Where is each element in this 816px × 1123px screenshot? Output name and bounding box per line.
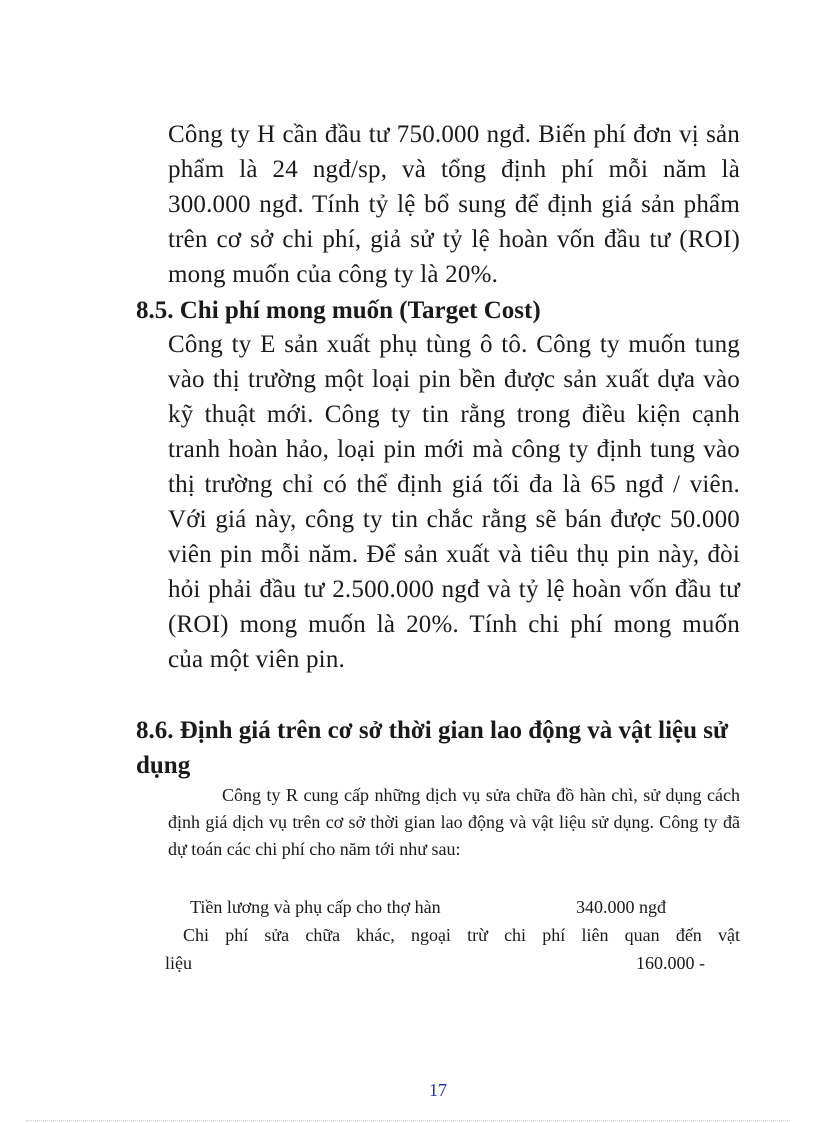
cost-item-other-value: 160.000 - [636, 953, 705, 973]
footer-divider [26, 1120, 790, 1121]
section-heading-8-6: 8.6. Định giá trên cơ sở thời gian lao động và vật liệu sử dụng [136, 717, 729, 779]
cost-item-other-label-line-2: liệu [165, 953, 192, 973]
cost-item-other-label-line-1: Chi phí sửa chữa khác, ngoại trừ chi phí liên quan đến vật [183, 925, 740, 945]
cost-item-wages-label: Tiền lương và phụ cấp cho thợ hàn [190, 897, 441, 917]
section-heading-8-5: 8.5. Chi phí mong muốn (Target Cost) [136, 297, 541, 324]
exercise-paragraph-company-r: Công ty R cung cấp những dịch vụ sửa chữa đồ hàn chì, sử dụng cách định giá dịch vụ trên cơ sở thời gian lao động và vật liệu sử dụng. Công ty đã dự toán các chi phí cho năm tới như sau: [168, 785, 740, 859]
cost-item-wages-value: 340.000 ngđ [576, 897, 666, 917]
page-number: 17 [429, 1080, 447, 1100]
exercise-paragraph-company-h: Công ty H cần đầu tư 750.000 ngđ. Biến phí đơn vị sản phẩm là 24 ngđ/sp, và tổng định phí mỗi năm là 300.000 ngđ. Tính tỷ lệ bổ sung để định giá sản phẩm trên cơ sở chi phí, giả sử tỷ lệ hoàn vốn đầu tư (ROI) mong muốn của công ty là 20%. [168, 121, 740, 288]
exercise-paragraph-company-e: Công ty E sản xuất phụ tùng ô tô. Công ty muốn tung vào thị trường một loại pin bền được sản xuất dựa vào kỹ thuật mới. Công ty tin rằng trong điều kiện cạnh tranh hoàn hảo, loại pin mới mà công ty định tung vào thị trường chỉ có thể định giá tối đa là 65 ngđ / viên. Với giá này, công ty tin chắc rằng sẽ bán được 50.000 viên pin mỗi năm. Để sản xuất và tiêu thụ pin này, đòi hỏi phải đầu tư 2.500.000 ngđ và tỷ lệ hoàn vốn đầu tư (ROI) mong muốn là 20%. Tính chi phí mong muốn của một viên pin. [168, 331, 740, 673]
